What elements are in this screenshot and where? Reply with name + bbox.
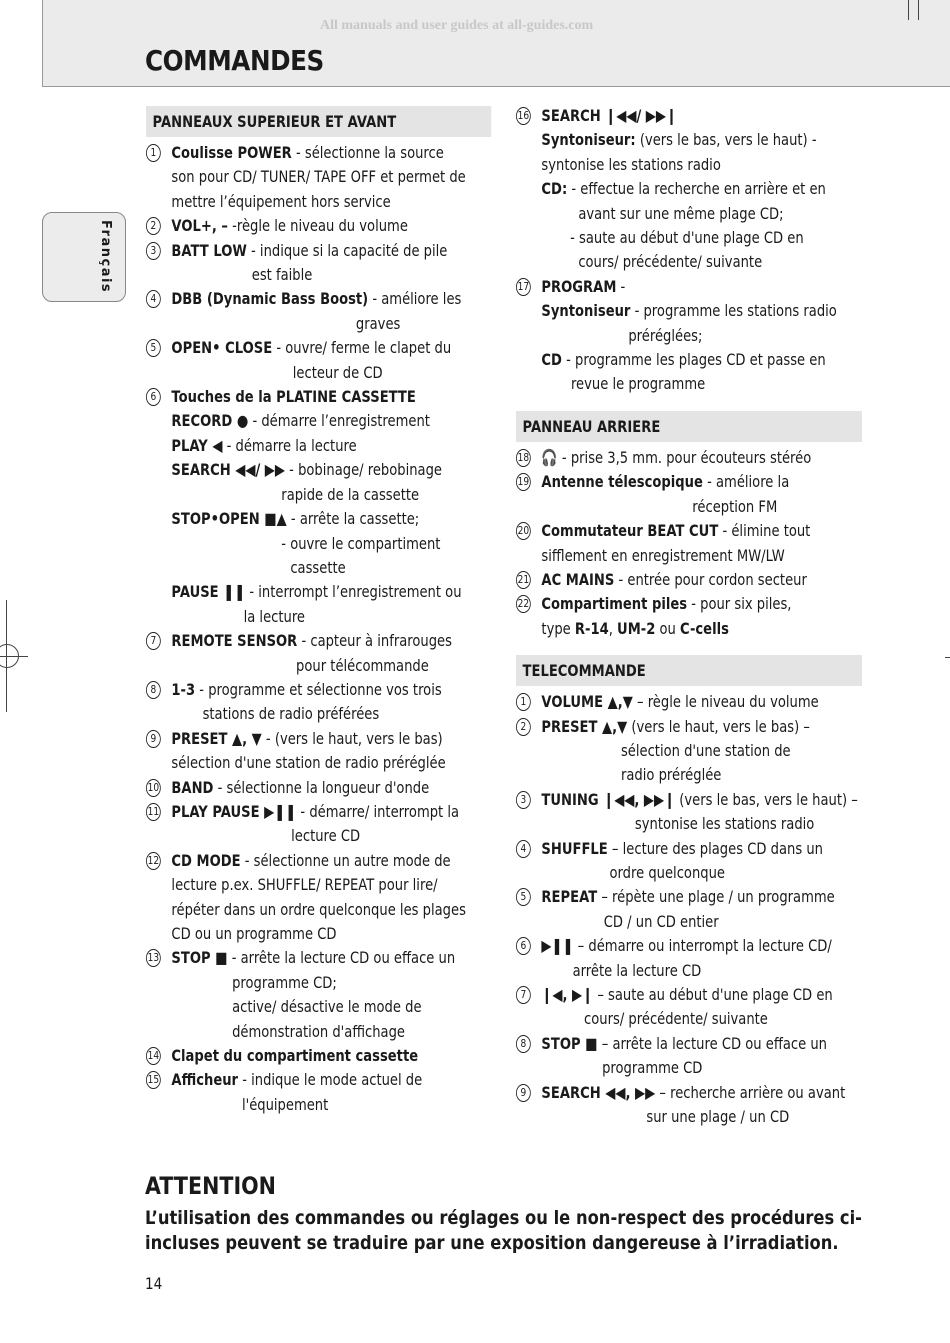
item-line (541, 592, 862, 616)
item-text: syntonise les stations radio (634, 814, 815, 834)
item-line (541, 470, 862, 494)
item-text: cassette (290, 557, 346, 577)
right-column (516, 104, 862, 1129)
list-item (516, 788, 862, 837)
item-line (541, 1056, 862, 1080)
item-text: - pour six piles, (687, 594, 792, 614)
item-text: sélection d'une station de (620, 740, 791, 760)
item-number: 5 (516, 888, 531, 906)
attention-text (145, 1206, 862, 1256)
list-item (516, 934, 862, 983)
item-text: - bobinage/ rebobinage (284, 460, 443, 480)
item-number: 9 (146, 730, 161, 748)
item-line (171, 434, 491, 458)
item-line (171, 922, 491, 946)
item-term: SEARCH ◀◀, ▶▶ (541, 1082, 656, 1102)
item-line (541, 1081, 862, 1105)
item-number: 2 (516, 718, 531, 736)
list-item (146, 239, 491, 288)
item-text: - entrée pour cordon secteur (614, 569, 807, 589)
item-line (541, 959, 862, 983)
item-number: 3 (146, 242, 161, 260)
item-text: - sélectionne un autre mode de (240, 850, 451, 870)
item-text: active/ désactive le mode de (232, 997, 422, 1017)
item-text: - sélectionne la longueur d'onde (213, 777, 430, 797)
item-line (541, 250, 862, 274)
item-text: - démarre/ interrompt la (296, 801, 460, 821)
item-text: - interrompt l’enregistrement ou (245, 582, 462, 602)
item-number: 3 (516, 791, 531, 809)
item-text: - élimine tout (718, 521, 811, 541)
item-line (171, 556, 491, 580)
list-item (146, 214, 491, 238)
list-item (146, 727, 491, 776)
section-heading-rear: PANNEAU ARRIERE (516, 411, 862, 442)
list-item (146, 385, 491, 629)
item-text: sifflement en enregistrement MW/LW (541, 545, 785, 565)
item-line (541, 446, 862, 470)
item-line (171, 507, 491, 531)
item-line (171, 971, 491, 995)
item-term: Coulisse POWER (171, 143, 292, 162)
item-term: Touches de la PLATINE CASSETTE (171, 387, 416, 407)
item-line (171, 287, 491, 311)
item-term: OPEN• CLOSE (171, 338, 273, 358)
item-text: (vers le bas, vers le haut) - (635, 130, 817, 150)
item-text: (vers le bas, vers le haut) – (675, 789, 858, 809)
list-item (516, 1081, 862, 1130)
item-number: 21 (516, 571, 531, 589)
item-number: 18 (516, 449, 531, 467)
item-text: arrête la lecture CD (572, 960, 702, 980)
item-number: 7 (146, 632, 161, 650)
list-item (146, 1068, 491, 1117)
item-line (171, 1044, 491, 1068)
item-text: programme CD; (232, 972, 337, 992)
item-number: 1 (516, 693, 531, 711)
item-text: programme CD (602, 1058, 703, 1078)
item-text: sélection d'une station de radio préréglée (171, 753, 446, 773)
item-text: - programme les plages CD et passe en (561, 350, 826, 370)
item-text: - démarre l’enregistrement (248, 411, 430, 431)
item-text: - saute au début d'une plage CD en (570, 228, 804, 248)
item-term: RECORD ● (171, 411, 249, 431)
item-line (541, 715, 862, 739)
item-term: PRESET ▲, ▼ (171, 728, 262, 748)
list-item (516, 104, 862, 275)
item-term: Commutateur BEAT CUT (541, 521, 719, 541)
item-term: ▶❚❚ (541, 936, 574, 956)
item-text: syntonise les stations radio (541, 154, 721, 174)
item-number: 5 (146, 339, 161, 357)
list-item (516, 837, 862, 886)
list-item (516, 592, 862, 641)
item-term: 1-3 (171, 679, 196, 699)
crop-mark (908, 0, 909, 20)
item-term: PRESET ▲,▼ (541, 716, 628, 736)
item-line (541, 348, 862, 372)
item-text: lecteur de CD (292, 362, 383, 382)
registration-mark (0, 644, 19, 668)
item-text: réception FM (692, 496, 778, 516)
item-line (541, 690, 862, 714)
item-term: REPEAT (541, 887, 598, 907)
crop-mark (945, 657, 950, 658)
item-line (171, 629, 491, 653)
item-text: - indique si la capacité de pile (246, 240, 448, 260)
item-line (541, 519, 862, 543)
item-line (171, 873, 491, 897)
item-line (171, 165, 491, 189)
item-term: R-14 (574, 618, 609, 638)
item-number: 15 (146, 1071, 161, 1089)
item-text: - programme et sélectionne vos trois (195, 679, 442, 699)
item-number: 8 (146, 681, 161, 699)
item-number: 2 (146, 217, 161, 235)
item-line (171, 654, 491, 678)
list-item (146, 1044, 491, 1068)
item-text: - améliore les (368, 289, 462, 309)
page-number: 14 (145, 1274, 163, 1293)
item-line (541, 104, 862, 128)
language-tab (42, 212, 126, 302)
item-line (541, 983, 862, 1007)
item-line (171, 800, 491, 824)
list-item (146, 800, 491, 849)
item-term: VOL+, – (171, 216, 228, 236)
item-line (171, 946, 491, 970)
item-term: BATT LOW (171, 240, 247, 260)
item-term: PAUSE ❚❚ (171, 582, 246, 602)
item-line (541, 812, 862, 836)
item-term: PLAY PAUSE ▶❚❚ (171, 801, 297, 821)
item-number: 13 (146, 949, 161, 967)
item-text: CD ou un programme CD (171, 924, 337, 943)
item-term: Afficheur (171, 1070, 239, 1090)
item-text: - démarre la lecture (222, 435, 357, 455)
item-number: 12 (146, 852, 161, 870)
list-item (146, 776, 491, 800)
item-term: TUNING ❙◀◀, ▶▶❙ (541, 789, 676, 809)
item-text: graves (355, 313, 401, 333)
page-title: COMMANDES (145, 44, 324, 77)
item-text: - ouvre le compartiment (281, 533, 441, 553)
list-item (516, 1032, 862, 1081)
item-text: préréglées; (628, 325, 703, 345)
item-line (541, 1105, 862, 1129)
item-line (541, 299, 862, 323)
item-term: Antenne télescopique (541, 472, 703, 492)
item-term: STOP ■ (541, 1033, 598, 1053)
item-text: - ouvre/ ferme le clapet du (272, 338, 452, 358)
item-term: VOLUME ▲,▼ (541, 692, 633, 712)
item-text: -règle le niveau du volume (227, 216, 408, 236)
item-line (541, 568, 862, 592)
item-line (541, 934, 862, 958)
language-label: Français (98, 220, 113, 294)
list-item (516, 568, 862, 592)
item-text: sur une plage / un CD (646, 1107, 790, 1127)
item-term: STOP•OPEN ■▲ (171, 509, 287, 529)
list-item (146, 678, 491, 727)
crop-mark (918, 0, 919, 20)
item-line (171, 385, 491, 409)
item-text: – démarre ou interrompt la lecture CD/ (573, 936, 832, 956)
list-item (516, 885, 862, 934)
list-item (146, 946, 491, 1044)
item-text: lecture CD (291, 826, 361, 846)
list-item (516, 519, 862, 568)
item-line (171, 458, 491, 482)
item-text: – saute au début d'une plage CD en (593, 985, 833, 1004)
item-number: 14 (146, 1047, 161, 1065)
item-term: Syntoniseur (541, 301, 631, 321)
item-text: - sélectionne la source (291, 143, 444, 162)
list-item (516, 690, 862, 714)
item-text: son pour CD/ TUNER/ TAPE OFF et permet de (171, 167, 466, 187)
item-line (541, 372, 862, 396)
item-text: - effectue la recherche en arrière et en (567, 179, 826, 199)
item-line (171, 361, 491, 385)
item-line (171, 727, 491, 751)
item-line (171, 214, 491, 238)
item-line (541, 495, 862, 519)
attention-line: incluses peuvent se traduire par une exposition dangereuse à l’irradiation. (145, 1232, 839, 1254)
item-line (171, 824, 491, 848)
item-term: CD MODE (171, 850, 241, 870)
item-number: 16 (516, 107, 531, 125)
item-text: l'équipement (241, 1094, 329, 1114)
item-line (171, 190, 491, 214)
item-number: 4 (516, 840, 531, 858)
item-number: 22 (516, 595, 531, 613)
item-text: radio préréglée (620, 765, 722, 785)
item-text: ou (655, 618, 681, 638)
list-item (516, 715, 862, 788)
list-item (146, 141, 491, 214)
item-term: Compartiment piles (541, 594, 688, 614)
item-term: SEARCH ◀◀/ ▶▶ (171, 460, 285, 480)
item-term: DBB (Dynamic Bass Boost) (171, 289, 369, 309)
item-term: BAND (171, 777, 214, 797)
item-term: C-cells (680, 618, 729, 638)
item-text: - indique le mode actuel de (238, 1070, 423, 1090)
item-text: mettre l’équipement hors service (171, 191, 391, 211)
item-text: - (616, 276, 626, 296)
item-line (541, 202, 862, 226)
item-text: – répète une plage / un programme (597, 887, 835, 907)
item-number: 19 (516, 473, 531, 491)
item-text: - arrête la lecture CD ou efface un (227, 948, 456, 968)
item-line (541, 226, 862, 250)
item-text: , (608, 618, 618, 638)
item-line (541, 788, 862, 812)
item-line (171, 483, 491, 507)
list-item (516, 983, 862, 1032)
item-line (541, 837, 862, 861)
item-line (541, 763, 862, 787)
item-line (541, 885, 862, 909)
attention-line: L’utilisation des commandes ou réglages ou le non-respect des procédures ci- (145, 1207, 862, 1229)
item-line (171, 263, 491, 287)
item-line (541, 739, 862, 763)
item-line (171, 702, 491, 726)
item-line (541, 910, 862, 934)
item-line (541, 544, 862, 568)
item-text: revue le programme (570, 374, 706, 394)
item-text: – recherche arrière ou avant (655, 1082, 846, 1102)
item-text: - (vers le haut, vers le bas) (261, 728, 443, 748)
item-text: – règle le niveau du volume (632, 692, 819, 712)
item-text: est faible (251, 265, 313, 285)
item-line (541, 128, 862, 152)
item-line (171, 751, 491, 775)
item-line (171, 1020, 491, 1044)
item-text: cours/ précédente/ suivante (578, 252, 763, 272)
item-line (171, 605, 491, 629)
list-item (516, 470, 862, 519)
list-item (146, 336, 491, 385)
section-heading-top-front: PANNEAUX SUPERIEUR ET AVANT (146, 106, 491, 137)
item-line (171, 532, 491, 556)
item-line (171, 678, 491, 702)
item-number: 7 (516, 986, 531, 1004)
item-term: STOP ■ (171, 948, 228, 968)
item-number: 8 (516, 1035, 531, 1053)
list-item (146, 629, 491, 678)
item-number: 6 (146, 388, 161, 406)
attention-title: ATTENTION (145, 1172, 276, 1200)
item-text: CD / un CD entier (603, 911, 719, 931)
item-line (171, 1068, 491, 1092)
item-number: 17 (516, 278, 531, 296)
item-term: SEARCH ❙◀◀/ ▶▶❙ (541, 106, 677, 125)
item-text: – arrête la lecture CD ou efface un (597, 1033, 827, 1053)
item-line (171, 312, 491, 336)
item-number: 10 (146, 779, 161, 797)
item-number: 9 (516, 1084, 531, 1102)
item-term: 🎧 (541, 447, 558, 467)
item-number: 4 (146, 290, 161, 308)
item-text: - améliore la (702, 472, 790, 492)
item-line (541, 275, 862, 299)
item-line (171, 580, 491, 604)
item-text: cours/ précédente/ suivante (584, 1009, 768, 1029)
item-line (171, 141, 491, 165)
list-item (516, 446, 862, 470)
item-line (541, 617, 862, 641)
item-line (541, 1032, 862, 1056)
list-item (516, 275, 862, 397)
item-line (171, 776, 491, 800)
item-text: - arrête la cassette; (286, 509, 420, 529)
item-number: 20 (516, 522, 531, 540)
item-line (171, 849, 491, 873)
item-text: lecture p.ex. SHUFFLE/ REPEAT pour lire/ (171, 875, 438, 895)
item-text: - programme les stations radio (630, 301, 837, 321)
item-text: type (541, 618, 575, 638)
item-term: CD (541, 350, 562, 370)
item-line (171, 336, 491, 360)
item-term: ❙◀, ▶❙ (541, 985, 594, 1004)
item-line (541, 1007, 862, 1031)
item-term: Clapet du compartiment cassette (171, 1046, 419, 1066)
item-text: - prise 3,5 mm. pour écouteurs stéréo (557, 447, 812, 467)
section-heading-remote: TELECOMMANDE (516, 655, 862, 686)
item-term: SHUFFLE (541, 838, 608, 858)
item-term: Syntoniseur: (541, 130, 636, 150)
item-line (171, 1093, 491, 1117)
item-term: REMOTE SENSOR (171, 631, 298, 651)
item-number: 1 (146, 144, 161, 162)
item-text: la lecture (243, 606, 306, 626)
list-item (146, 287, 491, 336)
list-item (146, 849, 491, 947)
item-line (541, 177, 862, 201)
left-column (146, 104, 491, 1117)
item-text: (vers le haut, vers le bas) – (627, 716, 810, 736)
item-text: – lecture des plages CD dans un (607, 838, 823, 858)
item-number: 11 (146, 803, 161, 821)
item-text: rapide de la cassette (281, 484, 420, 504)
item-text: pour télécommande (296, 655, 429, 675)
item-term: PROGRAM (541, 276, 617, 296)
item-line (171, 898, 491, 922)
item-line (171, 239, 491, 263)
item-text: stations de radio préférées (202, 704, 380, 724)
item-number: 6 (516, 937, 531, 955)
item-term: PLAY ◀ (171, 435, 223, 455)
item-line (541, 153, 862, 177)
item-text: ordre quelconque (609, 862, 725, 882)
item-text: avant sur une même plage CD; (578, 203, 784, 223)
item-term: UM-2 (617, 618, 656, 638)
item-term: AC MAINS (541, 569, 615, 589)
item-line (541, 324, 862, 348)
item-text: - capteur à infrarouges (297, 631, 452, 651)
item-line (171, 409, 491, 433)
item-line (541, 861, 862, 885)
item-text: répéter dans un ordre quelconque les plages (171, 899, 466, 919)
item-text: démonstration d'affichage (232, 1021, 405, 1041)
item-term: CD: (541, 179, 568, 199)
watermark: All manuals and user guides at all-guides.com (320, 18, 594, 33)
item-line (171, 995, 491, 1019)
